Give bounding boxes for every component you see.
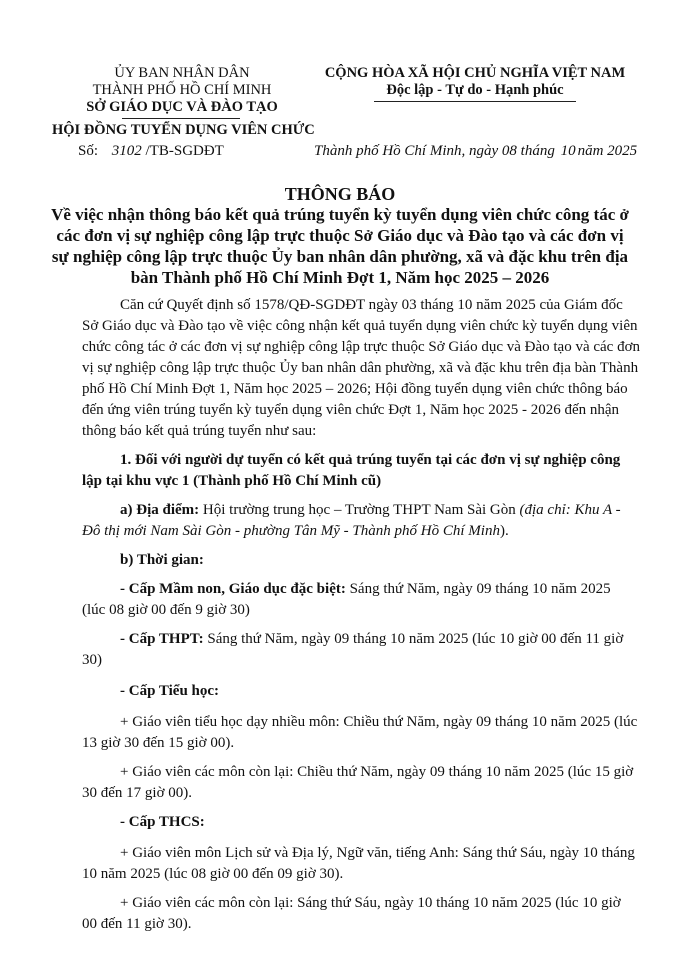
section-1-line-2: lập tại khu vực 1 (Thành phố Hồ Chí Minh cũ) bbox=[82, 473, 382, 489]
mamnon-text: Sáng thứ Năm, ngày 09 tháng 10 năm 2025 bbox=[345, 581, 611, 597]
thcs-a-line-1: + Giáo viên môn Lịch sử và Địa lý, Ngữ văn, tiếng Anh: Sáng thứ Sáu, ngày 10 tháng bbox=[120, 845, 635, 861]
date-suffix: năm 2025 bbox=[577, 143, 638, 159]
intro-line-7: thông báo kết quả trúng tuyển như sau: bbox=[82, 423, 317, 439]
location-label: a) Địa điểm: bbox=[120, 502, 200, 518]
intro-line-4: vị sự nghiệp công lập trực thuộc Ủy ban nhân dân phường, xã và đặc khu trên địa bàn Thành bbox=[82, 360, 639, 376]
number-label: Số: bbox=[78, 143, 99, 159]
thpt-text: Sáng thứ Năm, ngày 09 tháng 10 năm 2025 (lúc 10 giờ 00 đến 11 giờ bbox=[203, 631, 624, 647]
intro-line-2: Sở Giáo dục và Đào tạo về việc công nhận kết quả tuyển dụng viên chức kỳ tuyển dụng viên bbox=[82, 318, 638, 334]
location-address-1: (địa chỉ: Khu A - bbox=[519, 502, 621, 518]
title-line-4: bàn Thành phố Hồ Chí Minh Đợt 1, Năm học 2025 – 2026 bbox=[130, 268, 550, 287]
agency-line-1: ỦY BAN NHÂN DÂN bbox=[114, 65, 250, 81]
title-line-2: các đơn vị sự nghiệp công lập trực thuộc Sở Giáo dục và Đào tạo và các đơn vị bbox=[56, 226, 624, 245]
time-label: b) Thời gian: bbox=[120, 552, 204, 568]
agency-underline bbox=[122, 118, 240, 119]
mamnon-label: - Cấp Mầm non, Giáo dục đặc biệt: bbox=[120, 581, 346, 597]
thpt-line-1 bbox=[120, 629, 623, 650]
tieuhoc-b-line-2: 30 đến 17 giờ 00). bbox=[82, 785, 193, 801]
date-prefix: Thành phố Hồ Chí Minh, ngày 08 tháng bbox=[314, 143, 555, 159]
date-line bbox=[314, 143, 637, 160]
tieuhoc-b-line-1: + Giáo viên các môn còn lại: Chiều thứ Năm, ngày 09 tháng 10 năm 2025 (lúc 15 giờ bbox=[120, 764, 634, 780]
intro-line-5: phố Hồ Chí Minh Đợt 1, Năm học 2025 – 2026; Hội đồng tuyển dụng viên chức thông báo bbox=[82, 381, 628, 397]
motto-underline bbox=[374, 101, 576, 102]
location-text: Hội trường trung học – Trường THPT Nam Sài Gòn bbox=[199, 502, 520, 518]
intro-line-3: chức công tác ở các đơn vị sự nghiệp công lập trực thuộc Sở Giáo dục và Đào tạo và các đơn bbox=[82, 339, 641, 355]
thcs-label: - Cấp THCS: bbox=[120, 814, 205, 830]
location-line-1 bbox=[120, 500, 621, 521]
council-name: HỘI ĐỒNG TUYỂN DỤNG VIÊN CHỨC bbox=[52, 122, 315, 138]
section-1-line-1: 1. Đối với người dự tuyển có kết quả trúng tuyển tại các đơn vị sự nghiệp công bbox=[120, 452, 621, 468]
location-end: ). bbox=[499, 523, 509, 539]
nation-title: CỘNG HÒA XÃ HỘI CHỦ NGHĨA VIỆT NAM bbox=[324, 65, 626, 81]
title-line-1: Về việc nhận thông báo kết quả trúng tuyển kỳ tuyển dụng viên chức công tác ở bbox=[51, 205, 629, 224]
date-month: 10 bbox=[560, 143, 576, 159]
location-address-2: Đô thị mới Nam Sài Gòn - phường Tân Mỹ - Thành phố Hồ Chí Minh bbox=[82, 523, 500, 539]
tieuhoc-label: - Cấp Tiểu học: bbox=[120, 683, 220, 699]
thcs-b-line-1: + Giáo viên các môn còn lại: Sáng thứ Sáu, ngày 10 tháng 10 năm 2025 (lúc 10 giờ bbox=[120, 895, 621, 911]
number-suffix: /TB-SGDĐT bbox=[145, 143, 224, 159]
location-line-2 bbox=[82, 521, 509, 542]
agency-line-2: THÀNH PHỐ HỒ CHÍ MINH bbox=[92, 82, 272, 98]
nation-motto: Độc lập - Tự do - Hạnh phúc bbox=[386, 82, 564, 98]
document-number bbox=[78, 143, 224, 160]
mamnon-line-2: (lúc 08 giờ 00 đến 9 giờ 30) bbox=[82, 602, 250, 618]
agency-line-3: SỞ GIÁO DỤC VÀ ĐÀO TẠO bbox=[86, 99, 278, 115]
tieuhoc-a-line-1: + Giáo viên tiểu học dạy nhiều môn: Chiều thứ Năm, ngày 09 tháng 10 năm 2025 (lúc bbox=[120, 714, 638, 730]
thpt-line-2: 30) bbox=[82, 652, 102, 668]
number-value: 3102 bbox=[111, 143, 142, 159]
intro-line-6: đến ứng viên trúng tuyển kỳ tuyển dụng viên chức Đợt 1, Năm học 2025 - 2026 đến nhận bbox=[82, 402, 620, 418]
title-line-3: sự nghiệp công lập trực thuộc Ủy ban nhân dân phường, xã và đặc khu trên địa bbox=[51, 247, 629, 266]
thcs-b-line-2: 00 đến 11 giờ 30). bbox=[82, 916, 192, 932]
mamnon-line-1 bbox=[120, 579, 611, 600]
intro-line-1: Căn cứ Quyết định số 1578/QĐ-SGDĐT ngày 03 tháng 10 năm 2025 của Giám đốc bbox=[120, 297, 623, 313]
tieuhoc-a-line-2: 13 giờ 30 đến 15 giờ 00). bbox=[82, 735, 235, 751]
thcs-a-line-2: 10 năm 2025 (lúc 08 giờ 00 đến 09 giờ 30). bbox=[82, 866, 344, 882]
thpt-label: - Cấp THPT: bbox=[120, 631, 204, 647]
document-heading: THÔNG BÁO bbox=[284, 184, 396, 204]
